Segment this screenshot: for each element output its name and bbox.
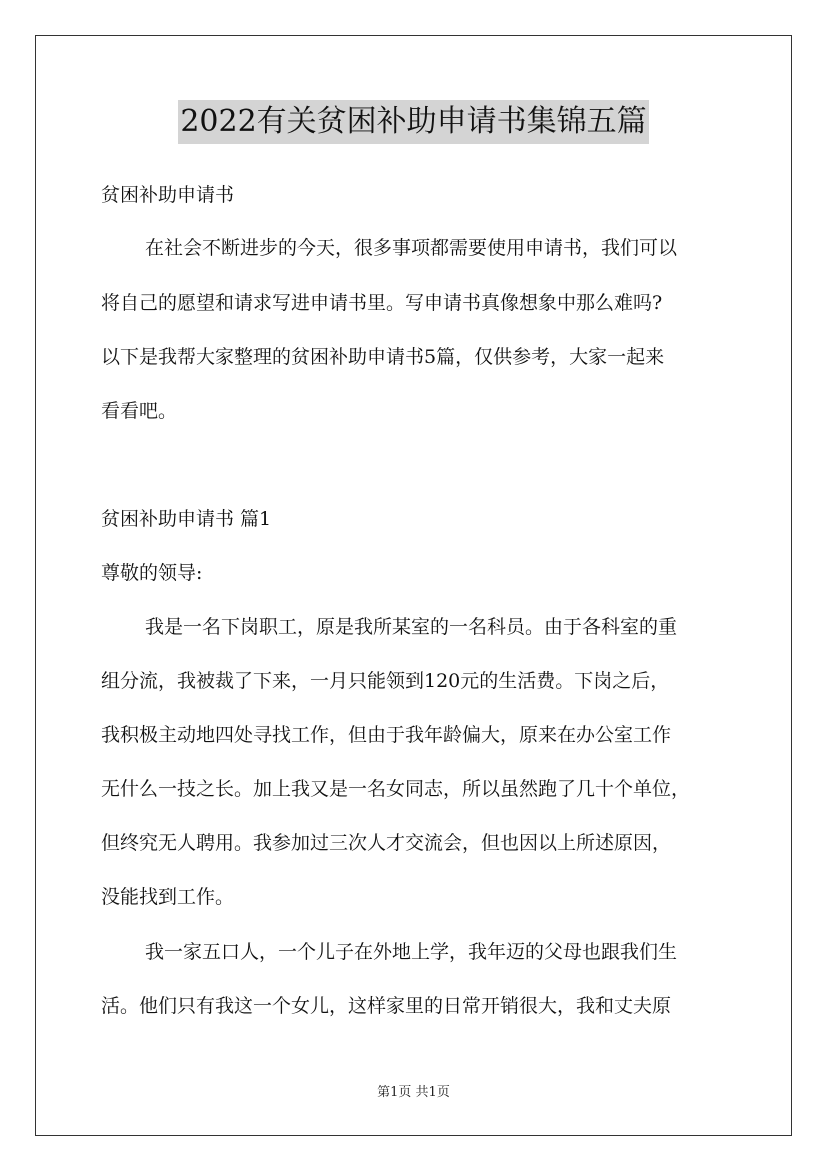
section-heading: 贫困补助申请书 (101, 184, 235, 206)
salutation: 尊敬的领导: (101, 562, 203, 584)
intro-line: 以下是我帮大家整理的贫困补助申请书5篇，仅供参考，大家一起来 (101, 346, 665, 368)
body-line: 我一家五口人，一个儿子在外地上学，我年迈的父母也跟我们生 (145, 941, 678, 963)
article-heading: 贫困补助申请书 篇1 (101, 508, 272, 530)
intro-line: 看看吧。 (101, 400, 178, 422)
title-area (0, 100, 827, 144)
body-line: 无什么一技之长。加上我又是一名女同志，所以虽然跑了几十个单位， (101, 778, 691, 800)
document-title: 2022有关贫困补助申请书集锦五篇 (178, 100, 648, 144)
body-line: 我是一名下岗职工，原是我所某室的一名科员。由于各科室的重 (145, 616, 678, 638)
body-line: 活。他们只有我这一个女儿，这样家里的日常开销很大，我和丈夫原 (101, 995, 672, 1017)
intro-line: 在社会不断进步的今天，很多事项都需要使用申请书，我们可以 (145, 237, 678, 259)
body-line: 但终究无人聘用。我参加过三次人才交流会，但也因以上所述原因， (101, 832, 672, 854)
body-line: 没能找到工作。 (101, 886, 235, 908)
page-number-footer: 第1页 共1页 (377, 1085, 450, 1100)
body-line: 我积极主动地四处寻找工作，但由于我年龄偏大，原来在办公室工作 (101, 724, 672, 746)
intro-line: 将自己的愿望和请求写进申请书里。写申请书真像想象中那么难吗? (101, 292, 663, 314)
body-line: 组分流，我被裁了下来，一月只能领到120元的生活费。下岗之后， (101, 670, 670, 692)
